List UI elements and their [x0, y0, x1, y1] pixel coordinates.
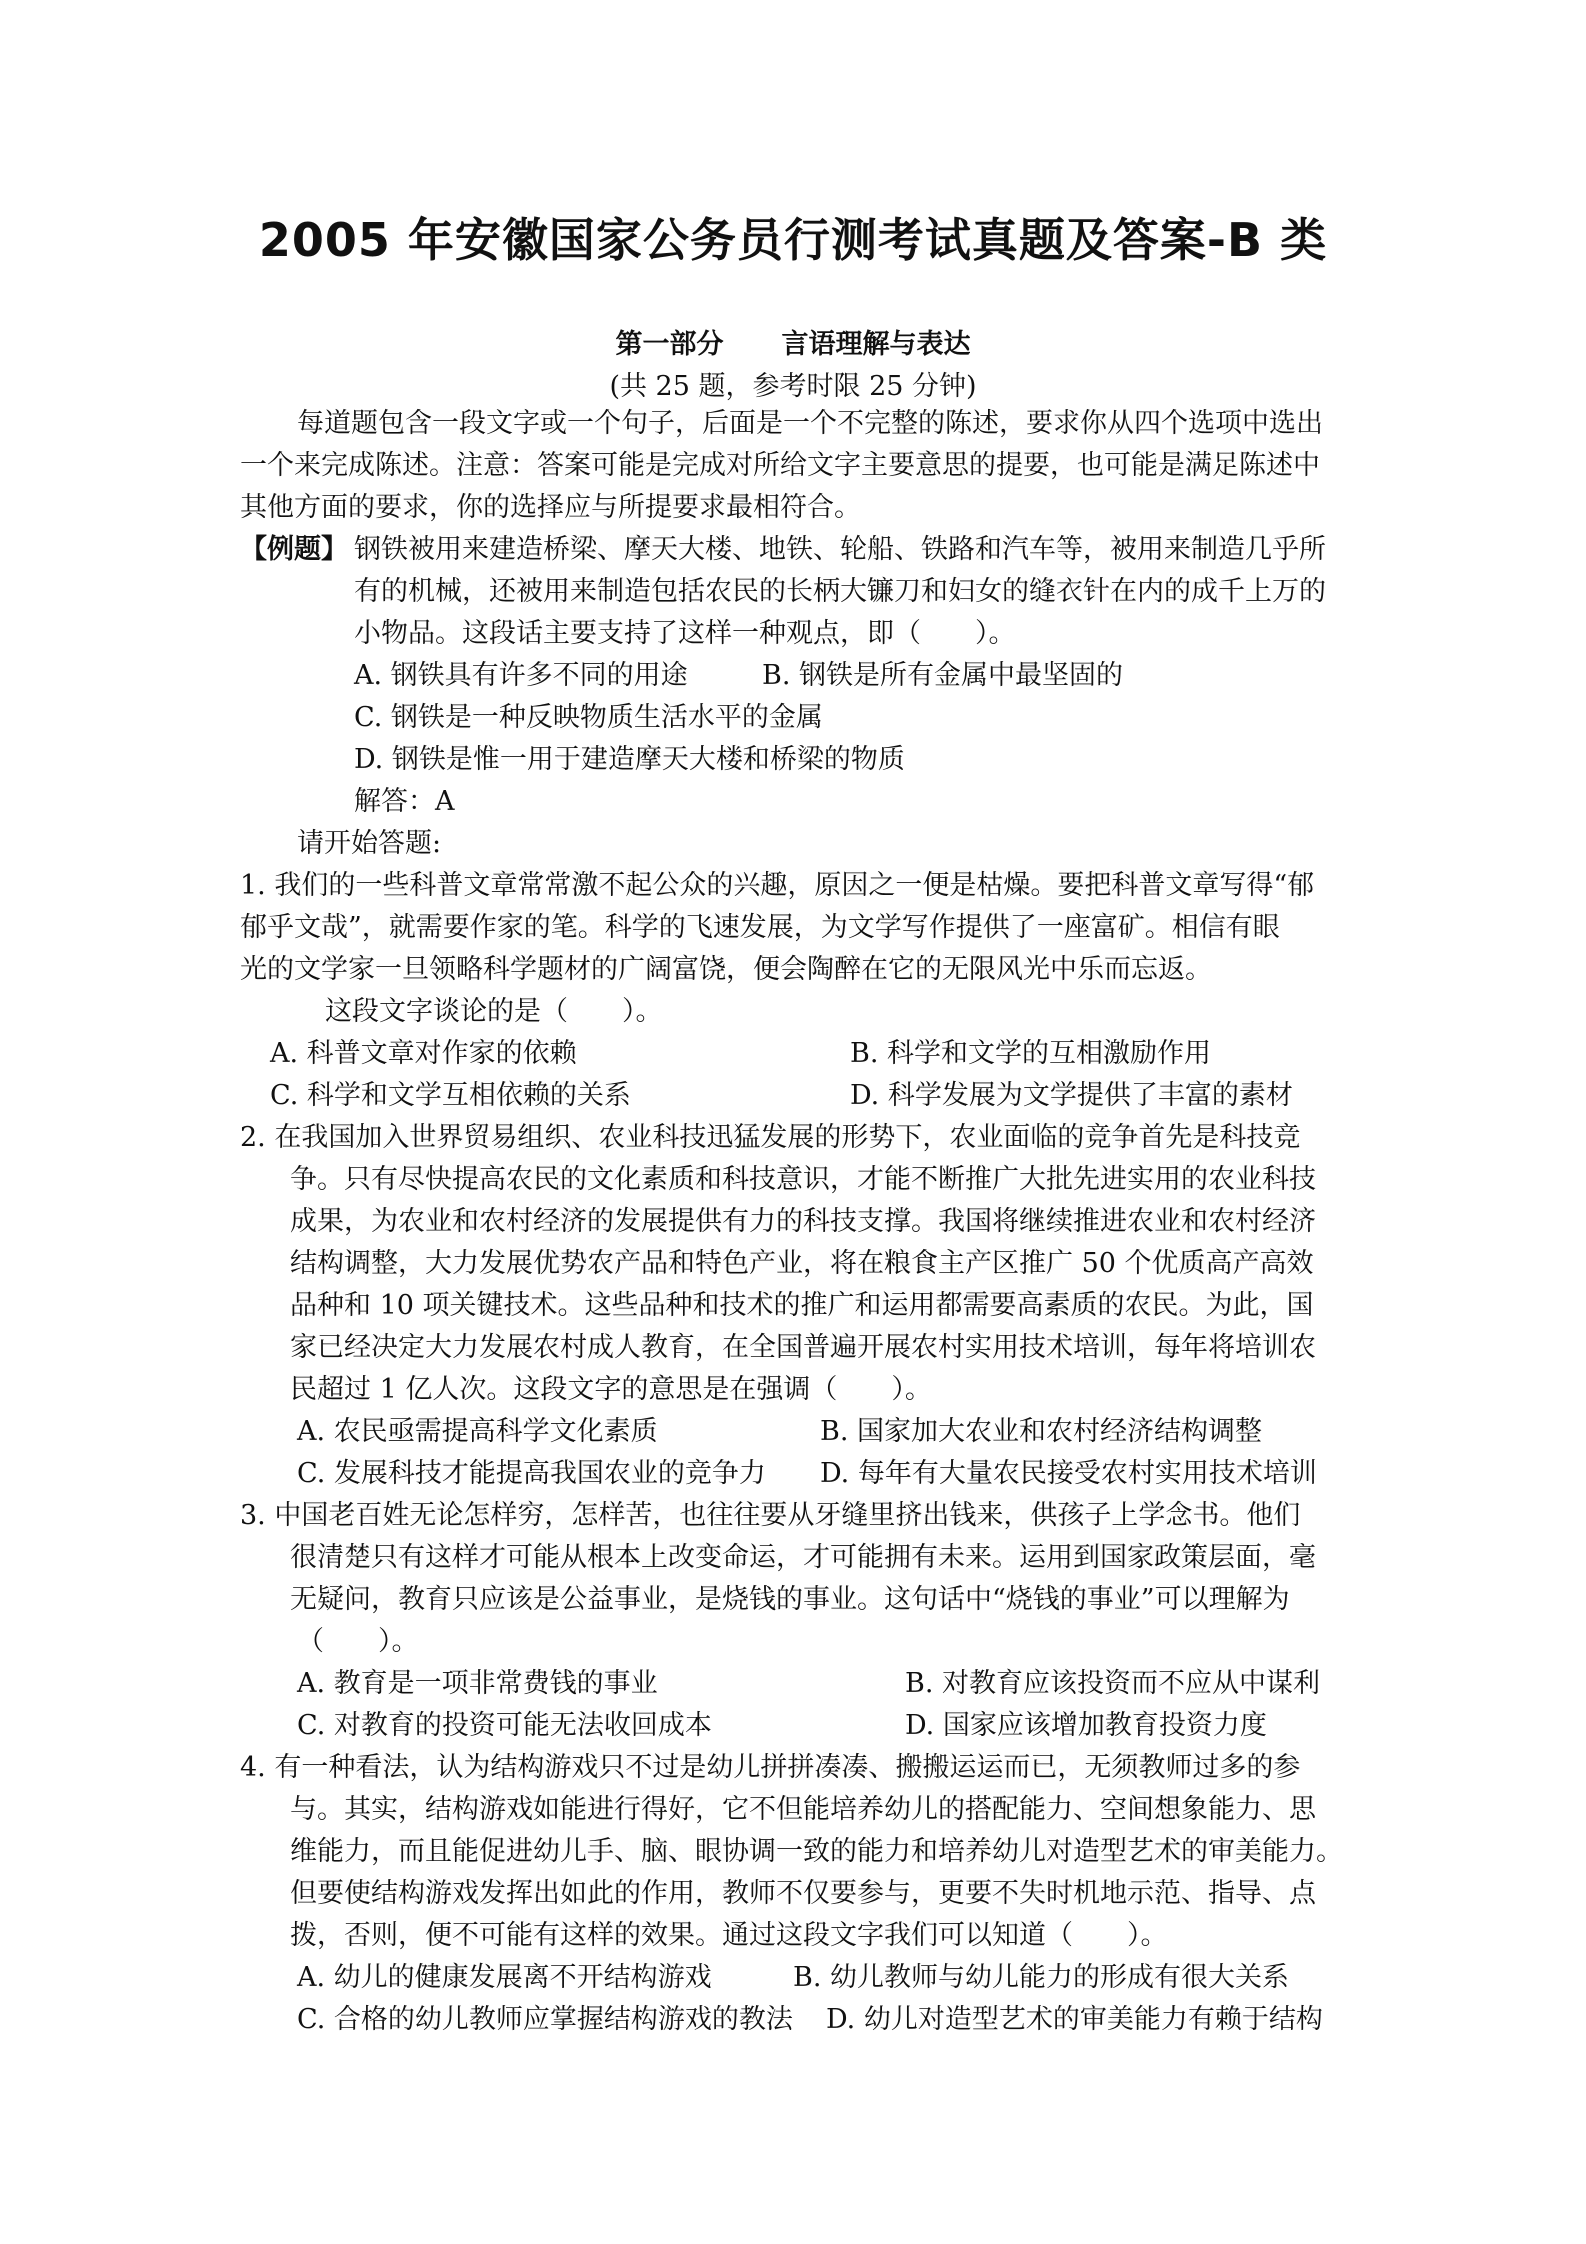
question-4-line: 但要使结构游戏发挥出如此的作用，教师不仅要参与，更要不失时机地示范、指导、点 — [290, 1878, 1316, 1909]
question-1-line: 郁乎文哉”，就需要作家的笔。科学的飞速发展，为文学写作提供了一座富矿。相信有眼 — [240, 912, 1280, 943]
example-label: 【例题】 — [240, 534, 348, 565]
example-option-d: D. 钢铁是惟一用于建造摩天大楼和桥梁的物质 — [354, 744, 905, 775]
instruction-line: 每道题包含一段文字或一个句子，后面是一个不完整的陈述，要求你从四个选项中选出 — [297, 408, 1323, 439]
question-1-line: 光的文学家一旦领略科学题材的广阔富饶，便会陶醉在它的无限风光中乐而忘返。 — [240, 954, 1212, 985]
instruction-line: 一个来完成陈述。注意：答案可能是完成对所给文字主要意思的提要，也可能是满足陈述中 — [240, 450, 1320, 481]
section-heading — [0, 322, 1586, 361]
question-3-option-a: A. 教育是一项非常费钱的事业 — [297, 1668, 658, 1699]
question-1-option-c: C. 科学和文学互相依赖的关系 — [270, 1080, 631, 1111]
question-2-line: 2. 在我国加入世界贸易组织、农业科技迅猛发展的形势下，农业面临的竞争首先是科技竞 — [240, 1122, 1301, 1153]
question-3-line: 3. 中国老百姓无论怎样穷，怎样苦，也往往要从牙缝里挤出钱来，供孩子上学念书。他们 — [240, 1500, 1301, 1531]
example-line: 钢铁被用来建造桥梁、摩天大楼、地铁、轮船、铁路和汽车等，被用来制造几乎所 — [354, 534, 1326, 565]
question-2-option-b: B. 国家加大农业和农村经济结构调整 — [820, 1416, 1263, 1447]
question-3-line: （ ）。 — [297, 1626, 419, 1657]
question-4-line: 维能力，而且能促进幼儿手、脑、眼协调一致的能力和培养幼儿对造型艺术的审美能力。 — [290, 1836, 1343, 1867]
example-line: 小物品。这段话主要支持了这样一种观点，即（ ）。 — [354, 618, 1016, 649]
question-4-line: 4. 有一种看法，认为结构游戏只不过是幼儿拼拼凑凑、搬搬运运而已，无须教师过多的参 — [240, 1752, 1301, 1783]
question-3-option-c: C. 对教育的投资可能无法收回成本 — [297, 1710, 712, 1741]
question-2-line: 成果，为农业和农村经济的发展提供有力的科技支撑。我国将继续推进农业和农村经济 — [290, 1206, 1316, 1237]
question-4-option-b: B. 幼儿教师与幼儿能力的形成有很大关系 — [793, 1962, 1290, 1993]
question-4-line: 拨，否则，便不可能有这样的效果。通过这段文字我们可以知道（ ）。 — [290, 1920, 1168, 1951]
question-2-line: 民超过 1 亿人次。这段文字的意思是在强调（ ）。 — [290, 1374, 932, 1405]
question-1-option-a: A. 科普文章对作家的依赖 — [270, 1038, 577, 1069]
example-option-b: B. 钢铁是所有金属中最坚固的 — [762, 660, 1124, 691]
question-4-option-c: C. 合格的幼儿教师应掌握结构游戏的教法 — [297, 2004, 793, 2035]
example-line: 有的机械，还被用来制造包括农民的长柄大镰刀和妇女的缝衣针在内的成千上万的 — [354, 576, 1326, 607]
question-4-option-d: D. 幼儿对造型艺术的审美能力有赖于结构 — [826, 2004, 1323, 2035]
question-2-option-c: C. 发展科技才能提高我国农业的竞争力 — [297, 1458, 766, 1489]
question-3-line: 很清楚只有这样才可能从根本上改变命运，才可能拥有未来。运用到国家政策层面，毫 — [290, 1542, 1316, 1573]
question-1-line: 这段文字谈论的是（ ）。 — [325, 996, 663, 1027]
section-name: 言语理解与表达 — [781, 329, 971, 360]
question-4-option-a: A. 幼儿的健康发展离不开结构游戏 — [297, 1962, 712, 1993]
question-3-option-d: D. 国家应该增加教育投资力度 — [905, 1710, 1267, 1741]
question-2-line: 争。只有尽快提高农民的文化素质和科技意识，才能不断推广大批先进实用的农业科技 — [290, 1164, 1316, 1195]
question-3-option-b: B. 对教育应该投资而不应从中谋利 — [905, 1668, 1321, 1699]
example-answer: 解答：A — [354, 786, 455, 817]
example-option-a: A. 钢铁具有许多不同的用途 — [354, 660, 688, 691]
question-2-line: 品种和 10 项关键技术。这些品种和技术的推广和运用都需要高素质的农民。为此，国 — [290, 1290, 1314, 1321]
question-2-option-d: D. 每年有大量农民接受农村实用技术培训 — [820, 1458, 1317, 1489]
start-prompt: 请开始答题: — [297, 828, 442, 859]
document-title: 2005 年安徽国家公务员行测考试真题及答案-B 类 — [258, 213, 1328, 267]
question-2-option-a: A. 农民亟需提高科学文化素质 — [297, 1416, 658, 1447]
section-note: (共 25 题，参考时限 25 分钟) — [609, 371, 977, 402]
instruction-line: 其他方面的要求，你的选择应与所提要求最相符合。 — [240, 492, 861, 523]
question-3-line: 无疑问，教育只应该是公益事业，是烧钱的事业。这句话中“烧钱的事业”可以理解为 — [290, 1584, 1290, 1615]
section-part: 第一部分 — [615, 329, 724, 360]
question-2-line: 结构调整，大力发展优势农产品和特色产业，将在粮食主产区推广 50 个优质高产高效 — [290, 1248, 1314, 1279]
question-1-option-d: D. 科学发展为文学提供了丰富的素材 — [850, 1080, 1293, 1111]
question-4-line: 与。其实，结构游戏如能进行得好，它不但能培养幼儿的搭配能力、空间想象能力、思 — [290, 1794, 1316, 1825]
question-1-line: 1. 我们的一些科普文章常常激不起公众的兴趣，原因之一便是枯燥。要把科普文章写得“郁 — [240, 870, 1315, 901]
question-1-option-b: B. 科学和文学的互相激励作用 — [850, 1038, 1212, 1069]
question-2-line: 家已经决定大力发展农村成人教育，在全国普遍开展农村实用技术培训，每年将培训农 — [290, 1332, 1316, 1363]
example-option-c: C. 钢铁是一种反映物质生活水平的金属 — [354, 702, 823, 733]
